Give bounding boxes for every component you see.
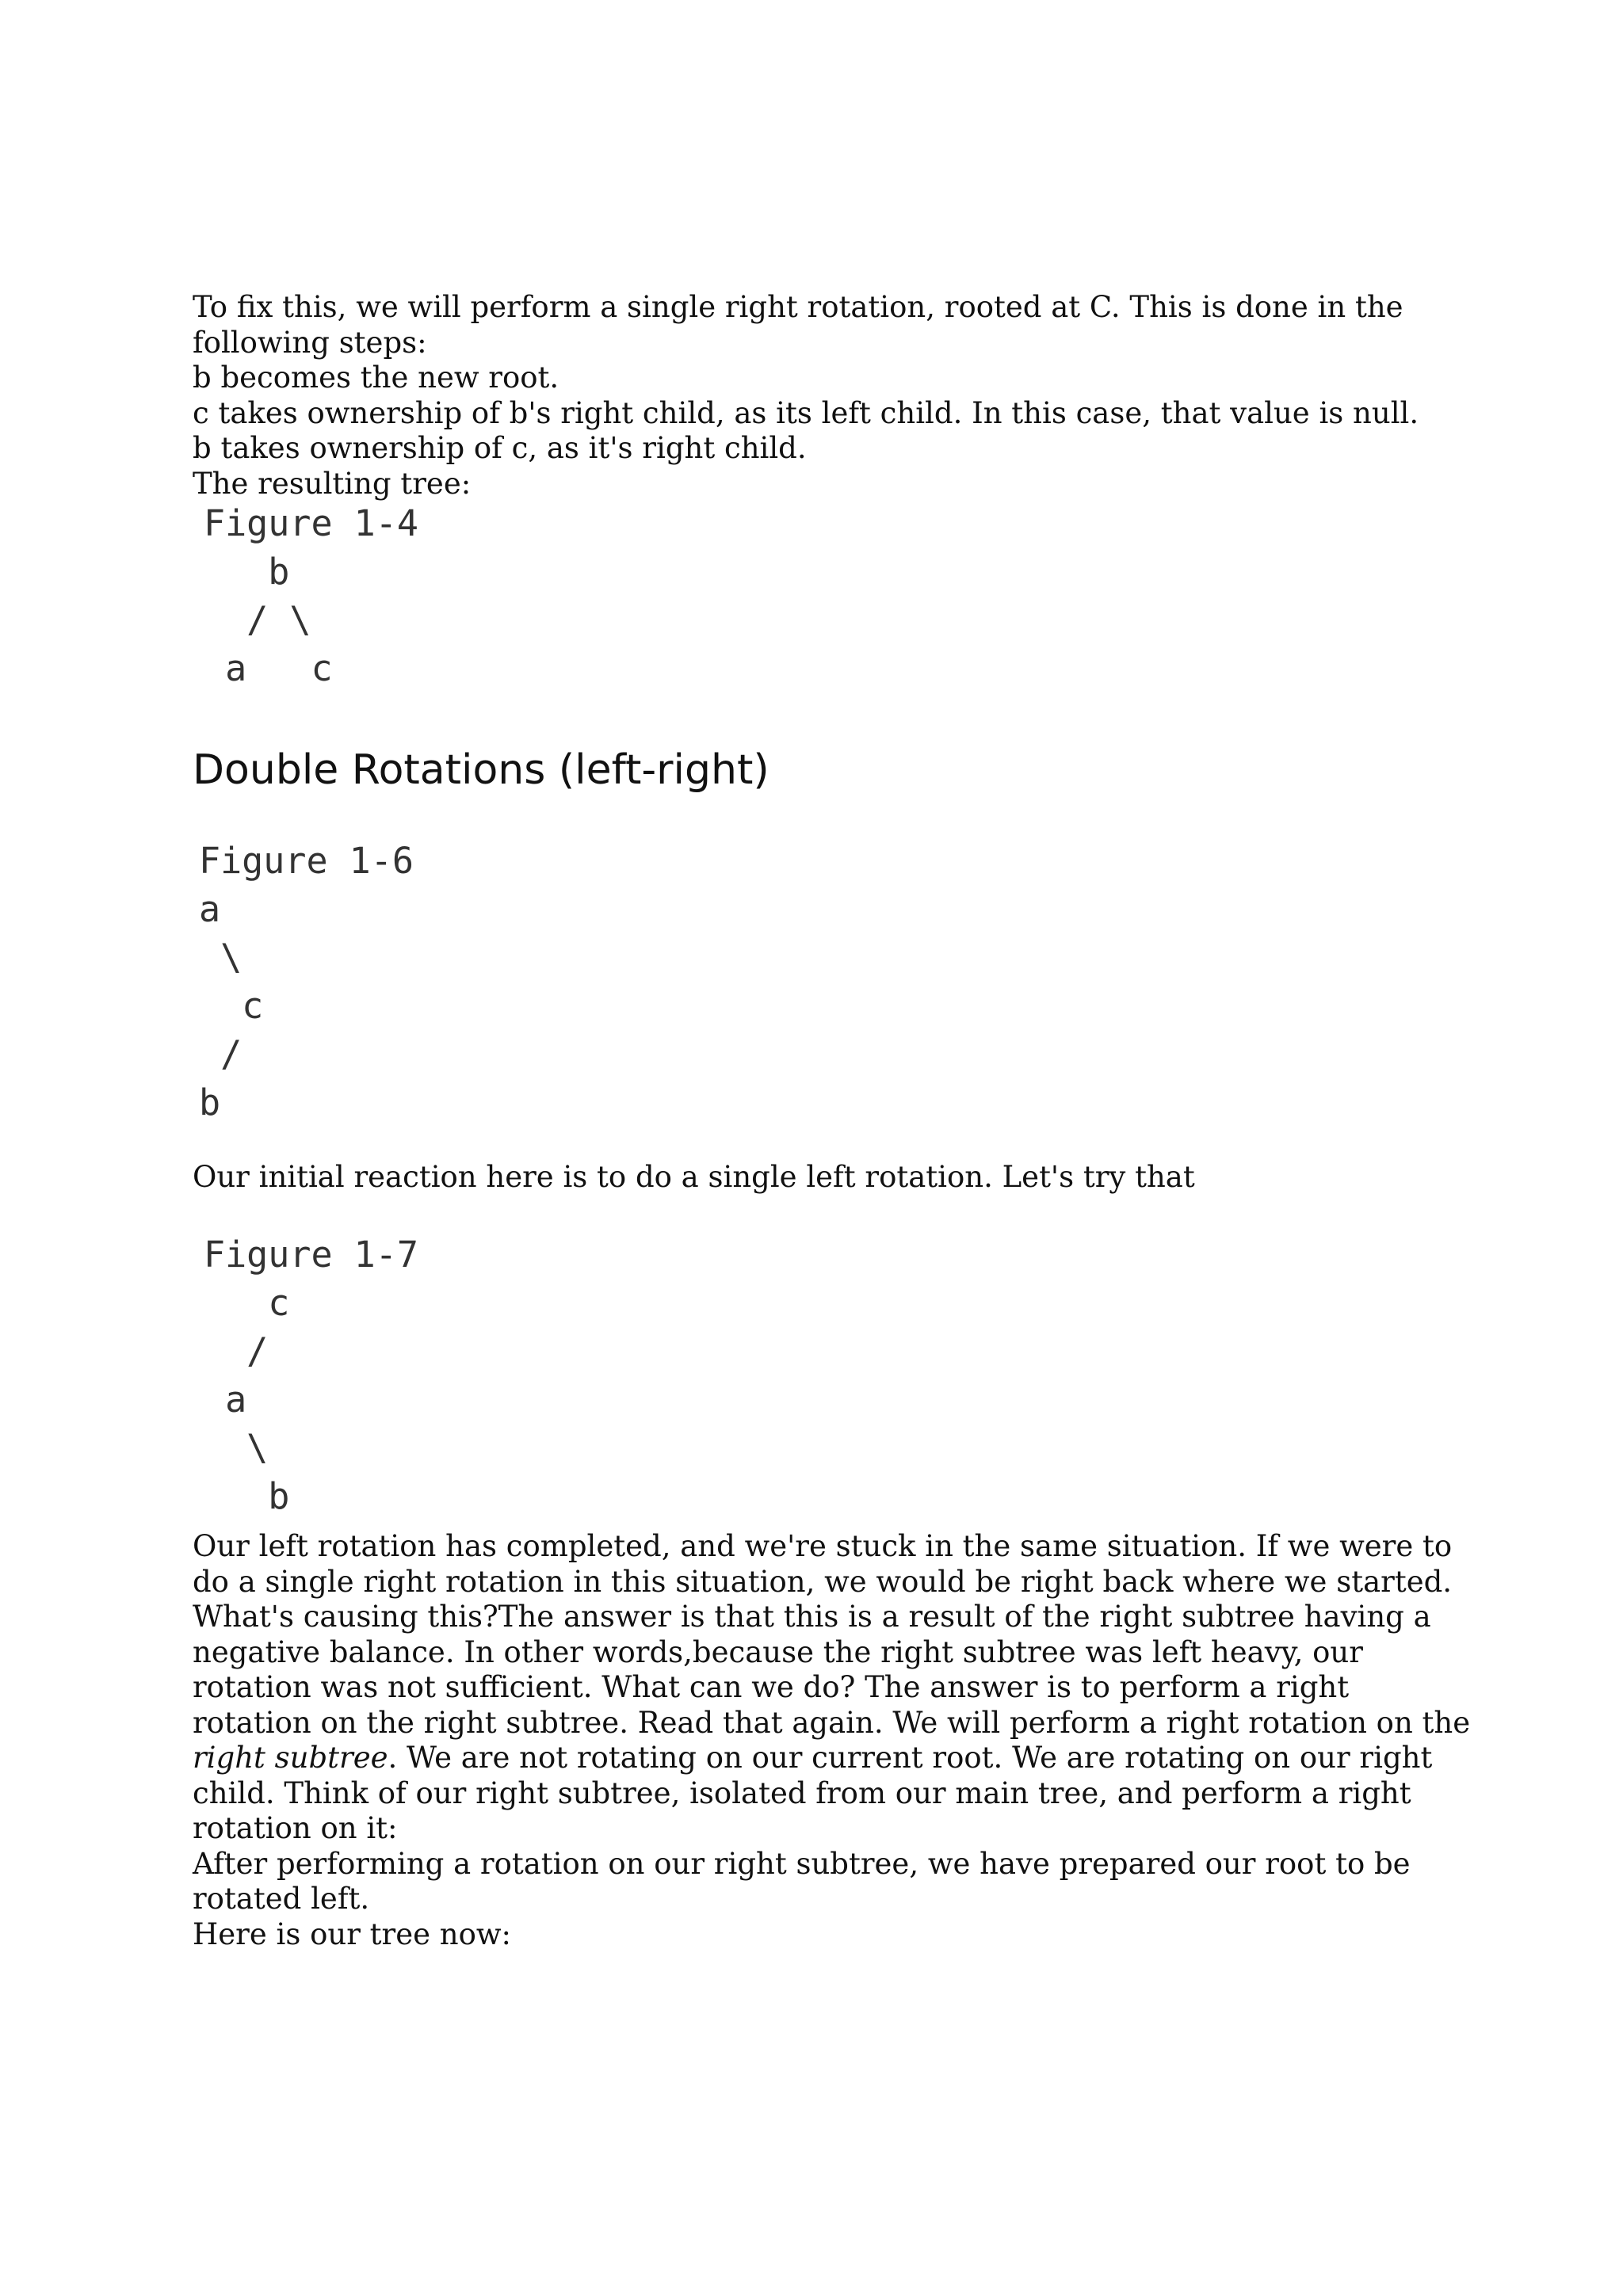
resulting-tree-label: The resulting tree: [193, 466, 472, 501]
figure-1-6-line: / [199, 1033, 242, 1075]
body-paragraph-1-part-b: . We are not rotating on our current root. We are rotating on our right child. Think of our right subtree, isolated from our main tree, and perform a right rotation on it: [193, 1741, 1442, 1845]
figure-1-6 [199, 837, 414, 1127]
figure-1-4 [204, 499, 418, 692]
intro-line: To fix this, we will perform a single right rotation, rooted at C. This is done in the following steps: [193, 290, 1413, 360]
figure-1-7-line: a [204, 1379, 247, 1421]
figure-1-7-line: b [204, 1475, 290, 1517]
figure-1-4-line: b [204, 551, 290, 593]
figure-1-4-title: Figure 1-4 [204, 502, 418, 544]
body-paragraph-1 [193, 1529, 1480, 1847]
body-block [193, 1529, 1480, 1952]
figure-1-7-title: Figure 1-7 [204, 1234, 418, 1276]
step-1: b becomes the new root. [193, 360, 559, 395]
figure-1-7-line: \ [204, 1427, 269, 1469]
step-2: c takes ownership of b's right child, as its left child. In this case, that value is null. [193, 395, 1419, 430]
figure-1-7-line: c [204, 1282, 290, 1324]
initial-reaction-block [193, 1160, 1476, 1196]
figure-1-7-line: / [204, 1330, 269, 1372]
figure-1-7 [204, 1230, 418, 1520]
body-paragraph-2: After performing a rotation on our right subtree, we have prepared our root to be rotated left. [193, 1846, 1420, 1916]
figure-1-6-title: Figure 1-6 [199, 840, 414, 882]
initial-reaction-text: Our initial reaction here is to do a single left rotation. Let's try that [193, 1160, 1195, 1194]
section-heading: Double Rotations (left-right) [193, 746, 769, 794]
body-paragraph-3: Here is our tree now: [193, 1917, 511, 1951]
figure-1-6-line: b [199, 1081, 221, 1123]
figure-1-6-line: \ [199, 936, 242, 978]
intro-block [193, 290, 1476, 502]
body-paragraph-1-part-a: Our left rotation has completed, and we're stuck in the same situation. If we were to do a single right rotation in this situation, we would be right back where we started. What's causing this?The answer is that this is a result of the right subtree having a negative balance. In other words,because the right subtree was left heavy, our rotation was not sufficient. What can we do? The answer is to perform a right rotation on the right subtree. Read that again. We will perform a right rotation on the [193, 1529, 1480, 1740]
figure-1-4-line: / \ [204, 599, 311, 641]
figure-1-6-line: a [199, 888, 221, 930]
figure-1-4-line: a c [204, 647, 333, 689]
figure-1-6-line: c [199, 985, 264, 1027]
right-subtree-emphasis: right subtree [193, 1741, 388, 1775]
step-3: b takes ownership of c, as it's right child. [193, 431, 807, 465]
section-heading-block [193, 742, 1476, 798]
